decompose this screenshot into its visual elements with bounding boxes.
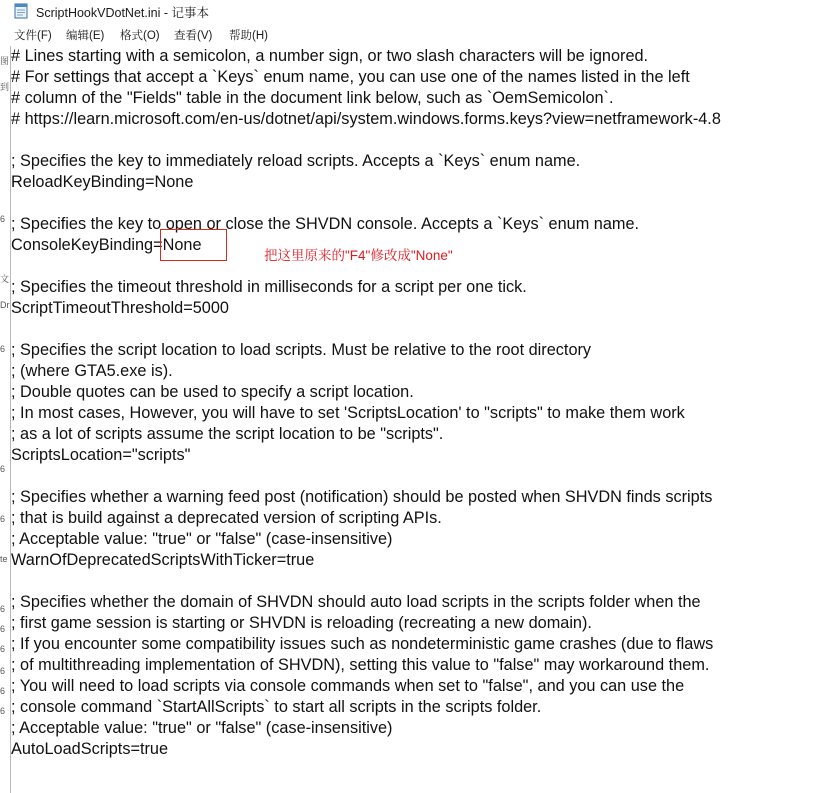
notepad-icon — [14, 3, 28, 19]
text-line: AutoLoadScripts=true — [11, 740, 169, 758]
annotation-note: 把这里原来的"F4"修改成"None" — [264, 248, 453, 263]
text-line: ; Specifies the timeout threshold in milliseconds for a script per one tick. — [11, 278, 527, 296]
text-line: # https://learn.microsoft.com/en-us/dotnet/api/system.windows.forms.keys?view=netframework-4.8 — [11, 110, 721, 128]
background-glyph: 6 — [0, 214, 6, 224]
menu-format[interactable]: 格式(O) — [120, 30, 160, 42]
background-glyph: 6 — [0, 464, 6, 474]
background-glyph: te — [0, 554, 8, 564]
background-glyph: 文 — [0, 274, 10, 284]
title-bar[interactable] — [0, 0, 840, 22]
text-line: ; Specifies whether a warning feed post (notification) should be posted when SHVDN finds scripts — [11, 488, 713, 506]
text-line: # Lines starting with a semicolon, a number sign, or two slash characters will be ignored. — [11, 47, 649, 65]
background-glyph: 6 — [0, 644, 6, 654]
background-glyph: 6 — [0, 666, 6, 676]
window-title: ScriptHookVDotNet.ini - 记事本 — [36, 6, 209, 20]
text-line: ; Acceptable value: "true" or "false" (case-insensitive) — [11, 719, 393, 737]
text-line: ; Specifies whether the domain of SHVDN should auto load scripts in the scripts folder when the — [11, 593, 701, 611]
text-line: # column of the "Fields" table in the document link below, such as `OemSemicolon`. — [11, 89, 614, 107]
background-glyph: 6 — [0, 604, 6, 614]
menu-view[interactable]: 查看(V) — [174, 30, 213, 42]
background-glyph: 到 — [0, 82, 10, 92]
text-line: ; as a lot of scripts assume the script location to be "scripts". — [11, 425, 444, 443]
background-glyph: 6 — [0, 706, 6, 716]
text-line: WarnOfDeprecatedScriptsWithTicker=true — [11, 551, 315, 569]
background-glyph: 6 — [0, 624, 6, 634]
text-line: ; In most cases, However, you will have to set 'ScriptsLocation' to "scripts" to make them work — [11, 404, 685, 422]
text-line: ; Specifies the script location to load scripts. Must be relative to the root directory — [11, 341, 592, 359]
text-line: ScriptsLocation="scripts" — [11, 446, 191, 464]
menu-help[interactable]: 帮助(H) — [229, 30, 268, 42]
background-glyph: 6 — [0, 344, 6, 354]
background-window-edge — [0, 45, 9, 793]
text-line: ; If you encounter some compatibility issues such as nondeterministic game crashes (due to flaws — [11, 635, 714, 653]
text-line: ; first game session is starting or SHVDN is reloading (recreating a new domain). — [11, 614, 592, 632]
background-glyph: 6 — [0, 686, 6, 696]
text-line: # For settings that accept a `Keys` enum name, you can use one of the names listed in the left — [11, 68, 690, 86]
text-line: ; of multithreading implementation of SHVDN), setting this value to "false" may workaround them. — [11, 656, 710, 674]
background-glyph: 图 — [0, 56, 10, 66]
text-line: ; (where GTA5.exe is). — [11, 362, 173, 380]
text-line: ; Specifies the key to open or close the SHVDN console. Accepts a `Keys` enum name. — [11, 215, 640, 233]
text-line: ; console command `StartAllScripts` to start all scripts in the scripts folder. — [11, 698, 542, 716]
menu-file[interactable]: 文件(F) — [14, 30, 52, 42]
highlight-box — [160, 229, 227, 261]
text-line: ; Double quotes can be used to specify a script location. — [11, 383, 414, 401]
menu-bar — [0, 27, 840, 45]
text-line: ; that is build against a deprecated version of scripting APIs. — [11, 509, 442, 527]
background-glyph: Dr — [0, 300, 10, 310]
text-line: ReloadKeyBinding=None — [11, 173, 194, 191]
text-line: ScriptTimeoutThreshold=5000 — [11, 299, 229, 317]
text-line: ConsoleKeyBinding=None — [11, 236, 202, 254]
text-line: ; Acceptable value: "true" or "false" (case-insensitive) — [11, 530, 393, 548]
text-line: ; You will need to load scripts via console commands when set to "false", and you can use the — [11, 677, 685, 695]
background-glyph: 6 — [0, 514, 6, 524]
menu-edit[interactable]: 编辑(E) — [66, 30, 105, 42]
text-editor[interactable] — [10, 46, 839, 793]
text-line: ; Specifies the key to immediately reload scripts. Accepts a `Keys` enum name. — [11, 152, 581, 170]
